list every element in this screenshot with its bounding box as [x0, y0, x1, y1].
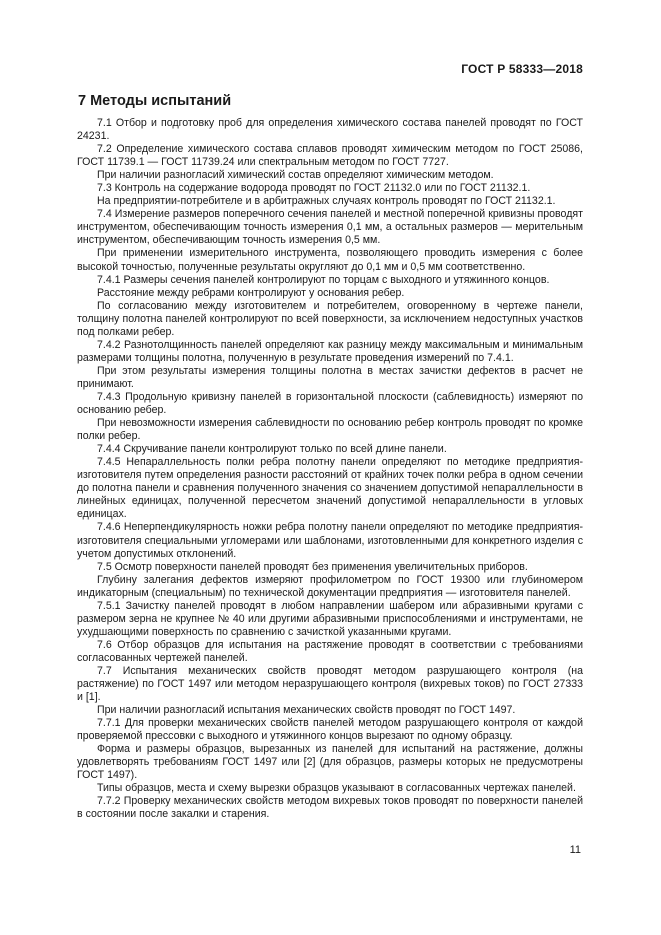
- body-text: [77, 117, 583, 822]
- paragraph: Расстояние между ребрами контролируют у основания ребер.: [97, 286, 405, 299]
- paragraph: 7.5.1 Зачистку панелей проводят в любом направлении шабером или абразивными кругами с размером зерна не крупнее № 40 или другими абразивными приспособлениями и инструментами, не ухудшающими поверхность по сравнению с зачисткой указанными кругами.: [77, 599, 583, 638]
- paragraph: На предприятии-потребителе и в арбитражных случаях контроль проводят по ГОСТ 21132.1.: [97, 195, 556, 208]
- paragraph: 7.2 Определение химического состава сплавов проводят химическим методом по ГОСТ 25086, ГОСТ 11739.1 — ГОСТ 11739.24 или спектральным методом по ГОСТ 7727.: [77, 143, 583, 169]
- paragraph: 7.4 Измерение размеров поперечного сечения панелей и местной поперечной кривизны проводят инструментом, обеспечивающим точность измерения 0,1 мм, а остальных размеров — мерительным инструментом, обеспечивающим точность измерения 0,5 мм.: [77, 208, 583, 247]
- paragraph: Типы образцов, места и схему вырезки образцов указывают в согласованных чертежах панелей.: [97, 782, 576, 795]
- paragraph: При невозможности измерения саблевидности по основанию ребер контроль проводят по кромке полки ребер.: [77, 417, 583, 443]
- paragraph: 7.3 Контроль на содержание водорода проводят по ГОСТ 21132.0 или по ГОСТ 21132.1.: [97, 182, 531, 195]
- paragraph: При наличии разногласий испытания механических свойств проводят по ГОСТ 1497.: [97, 704, 516, 717]
- paragraph: 7.4.3 Продольную кривизну панелей в горизонтальной плоскости (саблевидность) измеряют по основанию ребер.: [77, 390, 583, 417]
- paragraph: При этом результаты измерения толщины полотна в местах зачистки дефектов в расчет не принимают.: [77, 364, 583, 390]
- paragraph: По согласованию между изготовителем и потребителем, оговоренному в чертеже панели, толщину полотна панелей контролируют по всей поверхности, за исключением недоступных участков под полками ребер.: [77, 299, 583, 338]
- paragraph: 7.4.1 Размеры сечения панелей контролируют по торцам с выходного и утяжинного концов.: [97, 273, 550, 286]
- paragraph: 7.5 Осмотр поверхности панелей проводят без применения увеличительных приборов.: [97, 560, 528, 573]
- paragraph: 7.4.2 Разнотолщинность панелей определяют как разницу между максимальным и минимальным размерами толщины полотна, полученную в результате проведения измерений по 7.4.1.: [77, 338, 583, 364]
- paragraph: 7.6 Отбор образцов для испытания на растяжение проводят в соответствии с требованиями согласованных чертежей панелей.: [77, 638, 583, 664]
- section-title: 7 Методы испытаний: [78, 93, 232, 109]
- paragraph: Форма и размеры образцов, вырезанных из панелей для испытаний на растяжение, должны удовлетворять требованиям ГОСТ 1497 или [2] (для образцов, размеры которых не предусмотрены ГОСТ 1497).: [77, 743, 583, 782]
- document-code-header: ГОСТ Р 58333—2018: [461, 62, 583, 76]
- paragraph: 7.4.6 Неперпендикулярность ножки ребра полотну панели определяют по методике предприятия-изготовителя специальными угломерами или шаблонами, изготовленными для конкретного изделия с учетом допустимых отклонений.: [77, 521, 583, 560]
- paragraph: Глубину залегания дефектов измеряют профилометром по ГОСТ 19300 или глубиномером индикаторным (специальным) по технической документации предприятия — изготовителя панелей.: [77, 573, 583, 599]
- paragraph: 7.7.2 Проверку механических свойств методом вихревых токов проводят по поверхности панелей в состоянии после закалки и старения.: [77, 795, 583, 821]
- paragraph: 7.4.4 Скручивание панели контролируют только по всей длине панели.: [97, 443, 447, 456]
- paragraph: 7.1 Отбор и подготовку проб для определения химического состава панелей проводят по ГОСТ 24231.: [77, 117, 583, 143]
- paragraph: 7.7 Испытания механических свойств проводят методом разрушающего контроля (на растяжение) по ГОСТ 1497 или методом неразрушающего контроля (вихревых токов) по ГОСТ 27333 и [1].: [77, 664, 583, 704]
- paragraph: При наличии разногласий химический состав определяют химическим методом.: [97, 169, 494, 182]
- paragraph: 7.4.5 Непараллельность полки ребра полотну панели определяют по методике предприятия-изготовителя путем определения разности расстояний от крайних точек полки ребра в одном сечении до полотна панели и сравнения полученного значения со значением допустимой непараллельности в линейных единицах, полученной пересчетом значений допустимой непараллельности в угловых единицах.: [77, 456, 583, 521]
- page-number: 11: [569, 844, 581, 856]
- paragraph: 7.7.1 Для проверки механических свойств панелей методом разрушающего контроля от каждой проверяемой прессовки с выходного и утяжинного концов вырезают по одному образцу.: [77, 717, 583, 743]
- paragraph: При применении измерительного инструмента, позволяющего проводить измерения с более высокой точностью, полученные результаты округляют до 0,1 мм и 0,5 мм соответственно.: [77, 247, 583, 273]
